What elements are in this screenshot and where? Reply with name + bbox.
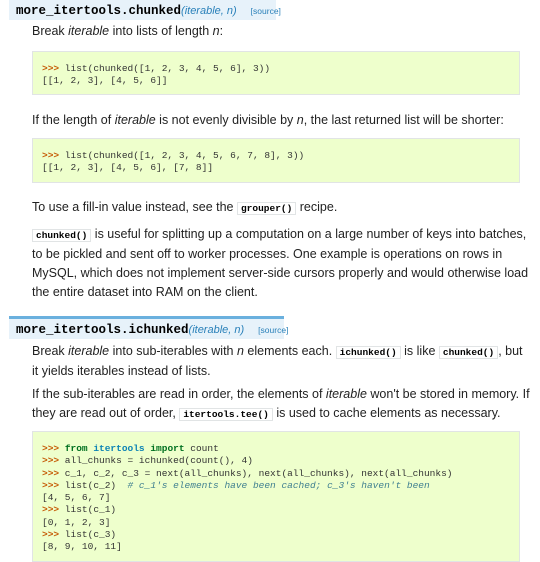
chunked-fill-note: To use a fill-in value instead, see the grouper() recipe. bbox=[32, 200, 338, 214]
chunked-example-2: >>> list(chunked([1, 2, 3, 4, 5, 6, 7, 8], 3)) [[1, 2, 3], [4, 5, 6], [7, 8]] bbox=[32, 138, 520, 183]
ichunked-order-note: If the sub-iterables are read in order, the elements of iterable won't be stored in memory. If they are read out of order, itertools.tee() is used to cache elements as necessary. bbox=[32, 387, 530, 420]
ichunked-signature bbox=[9, 316, 289, 339]
ichunked-function-name: more_itertools.ichunked bbox=[16, 323, 189, 337]
ichunked-code: ichunked() bbox=[336, 346, 401, 359]
grouper-code[interactable]: grouper() bbox=[237, 202, 296, 215]
ichunked-params: (iterable, n) bbox=[188, 324, 245, 336]
chunked-params: (iterable, n) bbox=[181, 5, 237, 17]
chunked-function-name: more_itertools.chunked bbox=[16, 4, 182, 18]
chunked-source-link[interactable]: [source] bbox=[250, 6, 281, 16]
chunked-use-note: chunked() is useful for splitting up a computation on a large number of keys into batches, to be pickled and sent off to worker processes. One example is operations on rows in MySQL, which does not implement server-side cursors properly and would otherwise load the entire dataset into RAM on the client. bbox=[32, 227, 529, 299]
chunked-code: chunked() bbox=[32, 229, 91, 242]
chunked-link-code[interactable]: chunked() bbox=[439, 346, 498, 359]
tee-code[interactable]: itertools.tee() bbox=[179, 408, 273, 421]
ichunked-source-link[interactable]: [source] bbox=[258, 325, 289, 335]
chunked-signature bbox=[9, 0, 281, 20]
chunked-uneven-note: If the length of iterable is not evenly divisible by n, the last returned list will be shorter: bbox=[32, 113, 504, 127]
chunked-description: Break iterable into lists of length n: bbox=[32, 24, 224, 38]
ichunked-example: >>> from itertools import count >>> all_chunks = ichunked(count(), 4) >>> c_1, c_2, c_3 = next(all_chunks), next(all_chunks), next(all_chunks) >>> list(c_2) # c_1's elements have been cached; c_3's haven't been [4, 5, 6, 7] >>> list(c_1) [0, 1, 2, 3] >>> list(c_3) [8, 9, 10, 11] bbox=[32, 431, 520, 562]
chunked-example-1: >>> list(chunked([1, 2, 3, 4, 5, 6], 3)) [[1, 2, 3], [4, 5, 6]] bbox=[32, 51, 520, 95]
ichunked-description: Break iterable into sub-iterables with n elements each. ichunked() is like chunked() , but it yields iterables instead of lists. bbox=[32, 344, 523, 378]
